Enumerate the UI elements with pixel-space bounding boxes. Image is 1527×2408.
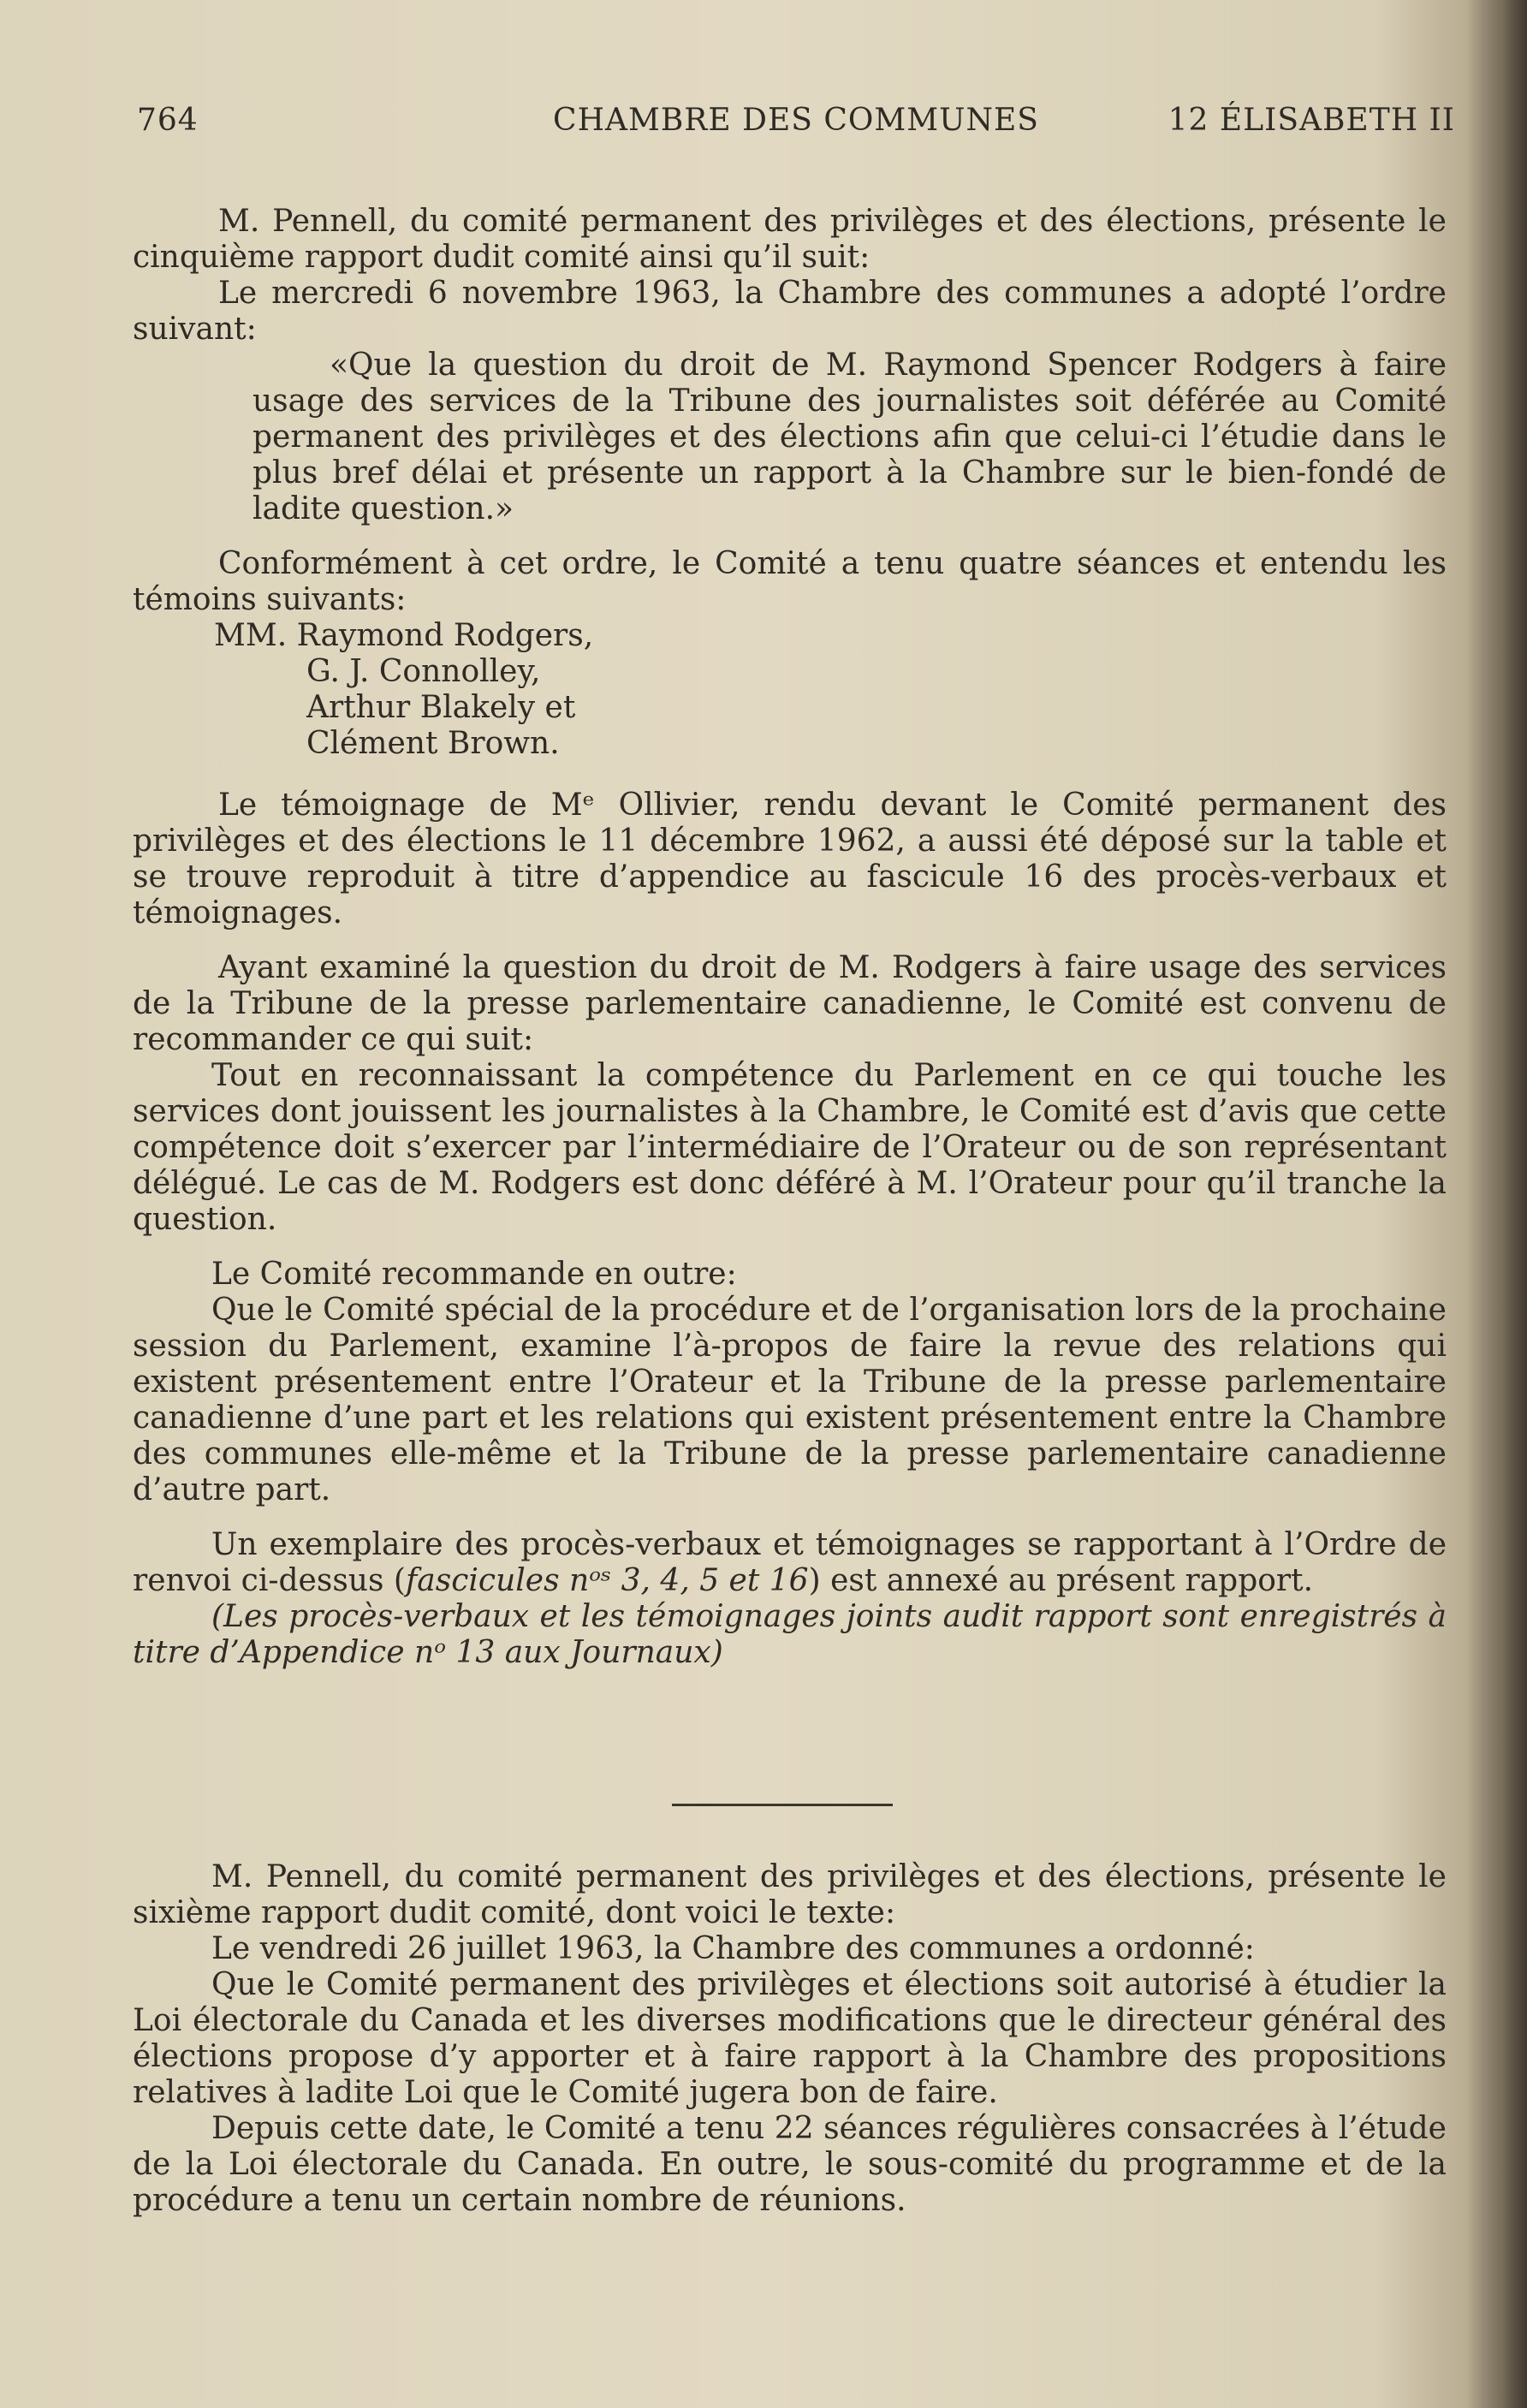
fifth-report-sessions: Conformément à cet ordre, le Comité a tenu quatre séances et entendu les témoins suivants: [133, 546, 1447, 617]
sixth-report-order: Le vendredi 26 juillet 1963, la Chambre des communes a ordonné: [211, 1931, 1255, 1966]
header-regnal-year: 12 ÉLISABETH II [1168, 103, 1455, 138]
witness-list [133, 618, 1447, 762]
witness-name: Arthur Blakely et [306, 690, 576, 725]
witness-name: Clément Brown. [306, 726, 560, 761]
fifth-report-note: (Les procès-verbaux et les témoignages joints audit rapport sont enregistrés à titre d’Appendice nᵒ 13 aux Journaux) [133, 1599, 1447, 1670]
fifth-report-special: Que le Comité spécial de la procédure et de l’organisation lors de la prochaine session du Parlement, examine l’à-propos de faire la revue des relations qui existent présentement entre l’Orateur et la Tribune de la presse parlementaire canadienne d’une part et les relations qui existent présentement entre la Chambre des communes elle-même et la Tribune de la presse parlementaire canadienne d’autre part. [133, 1293, 1447, 1507]
fascicules-reference: fascicules nᵒˢ 3, 4, 5 et 16 [405, 1563, 809, 1598]
fifth-report-recommendation: Tout en reconnaissant la compétence du Parlement en ce qui touche les services dont jouissent les journalistes à la Chambre, le Comité est d’avis que cette compétence doit s’exercer par l’intermédiaire de l’Orateur ou de son représentant délégué. Le cas de M. Rodgers est donc déféré à M. l’Orateur pour qu’il tranche la question. [133, 1058, 1447, 1237]
running-header [137, 103, 1455, 154]
page-edge-shadow [1467, 0, 1527, 2408]
section-divider [672, 1804, 893, 1806]
fifth-report-intro: M. Pennell, du comité permanent des privilèges et des élections, présente le cinquième rapport dudit comité ainsi qu’il suit: [133, 204, 1447, 275]
sixth-report-since: Depuis cette date, le Comité a tenu 22 séances régulières consacrées à l’étude de la Loi électorale du Canada. En outre, le sous-comité du programme et de la procédure a tenu un certain nombre de réunions. [133, 2111, 1447, 2218]
sixth-report-intro: M. Pennell, du comité permanent des privilèges et des élections, présente le sixième rapport dudit comité, dont voici le texte: [133, 1859, 1447, 1930]
fifth-report-testimony: Le témoignage de Mᵉ Ollivier, rendu devant le Comité permanent des privilèges et des élections le 11 décembre 1962, a aussi été déposé sur la table et se trouve reproduit à titre d’appendice au fascicule 16 des procès-verbaux et témoignages. [133, 788, 1447, 930]
fifth-report-examined: Ayant examiné la question du droit de M. Rodgers à faire usage des services de la Tribune de la presse parlementaire canadienne, le Comité est convenu de recommander ce qui suit: [133, 950, 1447, 1057]
witness-row [214, 618, 1447, 654]
fifth-report-further: Le Comité recommande en outre: [211, 1257, 737, 1292]
fifth-report-quote: «Que la question du droit de M. Raymond Spencer Rodgers à faire usage des services de la Tribune des journalistes soit déférée au Comité permanent des privilèges et des élections afin que celui-ci l’étudie dans le plus bref délai et présente un rapport à la Chambre sur le bien-fondé de ladite question.» [253, 348, 1447, 526]
page-number: 764 [137, 103, 199, 138]
header-title: CHAMBRE DES COMMUNES [553, 103, 1039, 138]
witness-name: G. J. Connolley, [306, 654, 541, 689]
fifth-report [133, 204, 1447, 1671]
witness-prefix: MM. [214, 618, 288, 653]
fifth-report-copy: Un exemplaire des procès-verbaux et témoignages se rapportant à l’Ordre de renvoi ci-dessus (fascicules nᵒˢ 3, 4, 5 et 16) est annexé au présent rapport. [133, 1527, 1447, 1598]
witness-name: Raymond Rodgers, [296, 618, 594, 653]
sixth-report-authorized: Que le Comité permanent des privilèges et élections soit autorisé à étudier la Loi électorale du Canada et les diverses modifications que le directeur général des élections propose d’y apporter et à faire rapport à la Chambre des propositions relatives à ladite Loi que le Comité jugera bon de faire. [133, 1967, 1447, 2110]
sixth-report [133, 1859, 1447, 2219]
fifth-report-order-intro: Le mercredi 6 novembre 1963, la Chambre des communes a adopté l’ordre suivant: [133, 276, 1447, 347]
